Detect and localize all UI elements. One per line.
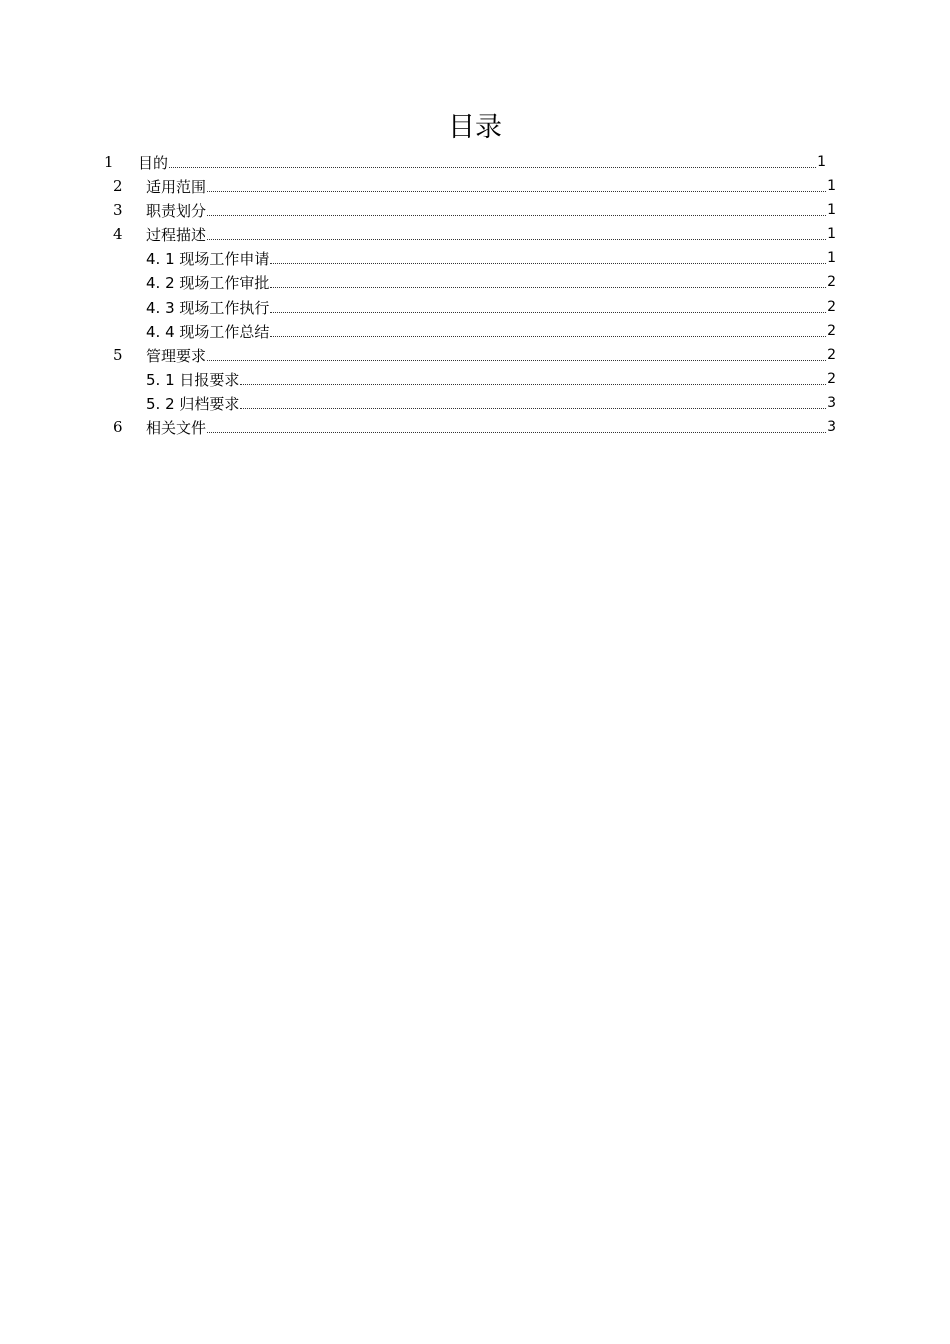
toc-entry-5[interactable] <box>113 343 836 367</box>
toc-leader-dots <box>207 239 826 240</box>
toc-leader-dots <box>270 312 826 313</box>
toc-entry-4-4[interactable] <box>146 319 836 343</box>
toc-entry-text: 4. 1 现场工作申请 <box>146 249 270 268</box>
toc-entry-page: 2 <box>827 347 836 363</box>
toc-entry-2[interactable] <box>113 174 836 198</box>
toc-entry-4-3[interactable] <box>146 295 836 319</box>
toc-entry-page: 1 <box>827 226 836 242</box>
toc-entry-text: 目的 <box>138 153 169 172</box>
toc-entry-text: 相关文件 <box>146 418 207 437</box>
toc-leader-dots <box>270 263 826 264</box>
toc-leader-dots <box>207 191 826 192</box>
toc-entry-page: 2 <box>827 371 836 387</box>
toc-entry-page: 3 <box>827 395 836 411</box>
toc-leader-dots <box>240 384 826 385</box>
toc-entry-text: 4. 3 现场工作执行 <box>146 298 270 317</box>
toc-leader-dots <box>169 167 816 168</box>
toc-entry-5-2[interactable] <box>146 391 836 415</box>
toc-entry-page: 2 <box>827 274 836 290</box>
toc-entry-text: 管理要求 <box>146 346 207 365</box>
toc-entry-page: 2 <box>827 323 836 339</box>
toc-entry-text: 4. 2 现场工作审批 <box>146 273 270 292</box>
toc-leader-dots <box>270 336 826 337</box>
toc-leader-dots <box>270 287 826 288</box>
toc-leader-dots <box>207 360 826 361</box>
toc-entry-number: 3 <box>113 201 123 219</box>
toc-entry-number: 5 <box>113 346 123 364</box>
toc-entry-text: 过程描述 <box>146 225 207 244</box>
toc-entry-page: 1 <box>827 178 836 194</box>
toc-entry-number: 6 <box>113 418 123 436</box>
toc-entry-4-2[interactable] <box>146 270 836 294</box>
toc-entry-3[interactable] <box>113 198 836 222</box>
toc-entry-page: 3 <box>827 419 836 435</box>
toc-entry-page: 2 <box>827 299 836 315</box>
toc-entry-number: 4 <box>113 225 123 243</box>
toc-entry-page: 1 <box>817 154 826 170</box>
toc-entry-text: 4. 4 现场工作总结 <box>146 322 270 341</box>
toc-entry-text: 5. 2 归档要求 <box>146 394 240 413</box>
toc-entry-text: 适用范围 <box>146 177 207 196</box>
toc-entry-1[interactable] <box>104 150 826 174</box>
toc-leader-dots <box>207 215 826 216</box>
toc-entry-text: 5. 1 日报要求 <box>146 370 240 389</box>
toc-title: 目录 <box>448 112 502 143</box>
toc-leader-dots <box>240 408 826 409</box>
toc-entry-5-1[interactable] <box>146 367 836 391</box>
toc-entry-text: 职责划分 <box>146 201 207 220</box>
toc-entry-page: 1 <box>827 202 836 218</box>
toc-entry-4[interactable] <box>113 222 836 246</box>
toc-leader-dots <box>207 432 826 433</box>
toc-entry-4-1[interactable] <box>146 246 836 270</box>
toc-entry-number: 2 <box>113 177 123 195</box>
toc-entry-page: 1 <box>827 250 836 266</box>
toc-entry-6[interactable] <box>113 415 836 439</box>
toc-entry-number: 1 <box>104 153 114 171</box>
